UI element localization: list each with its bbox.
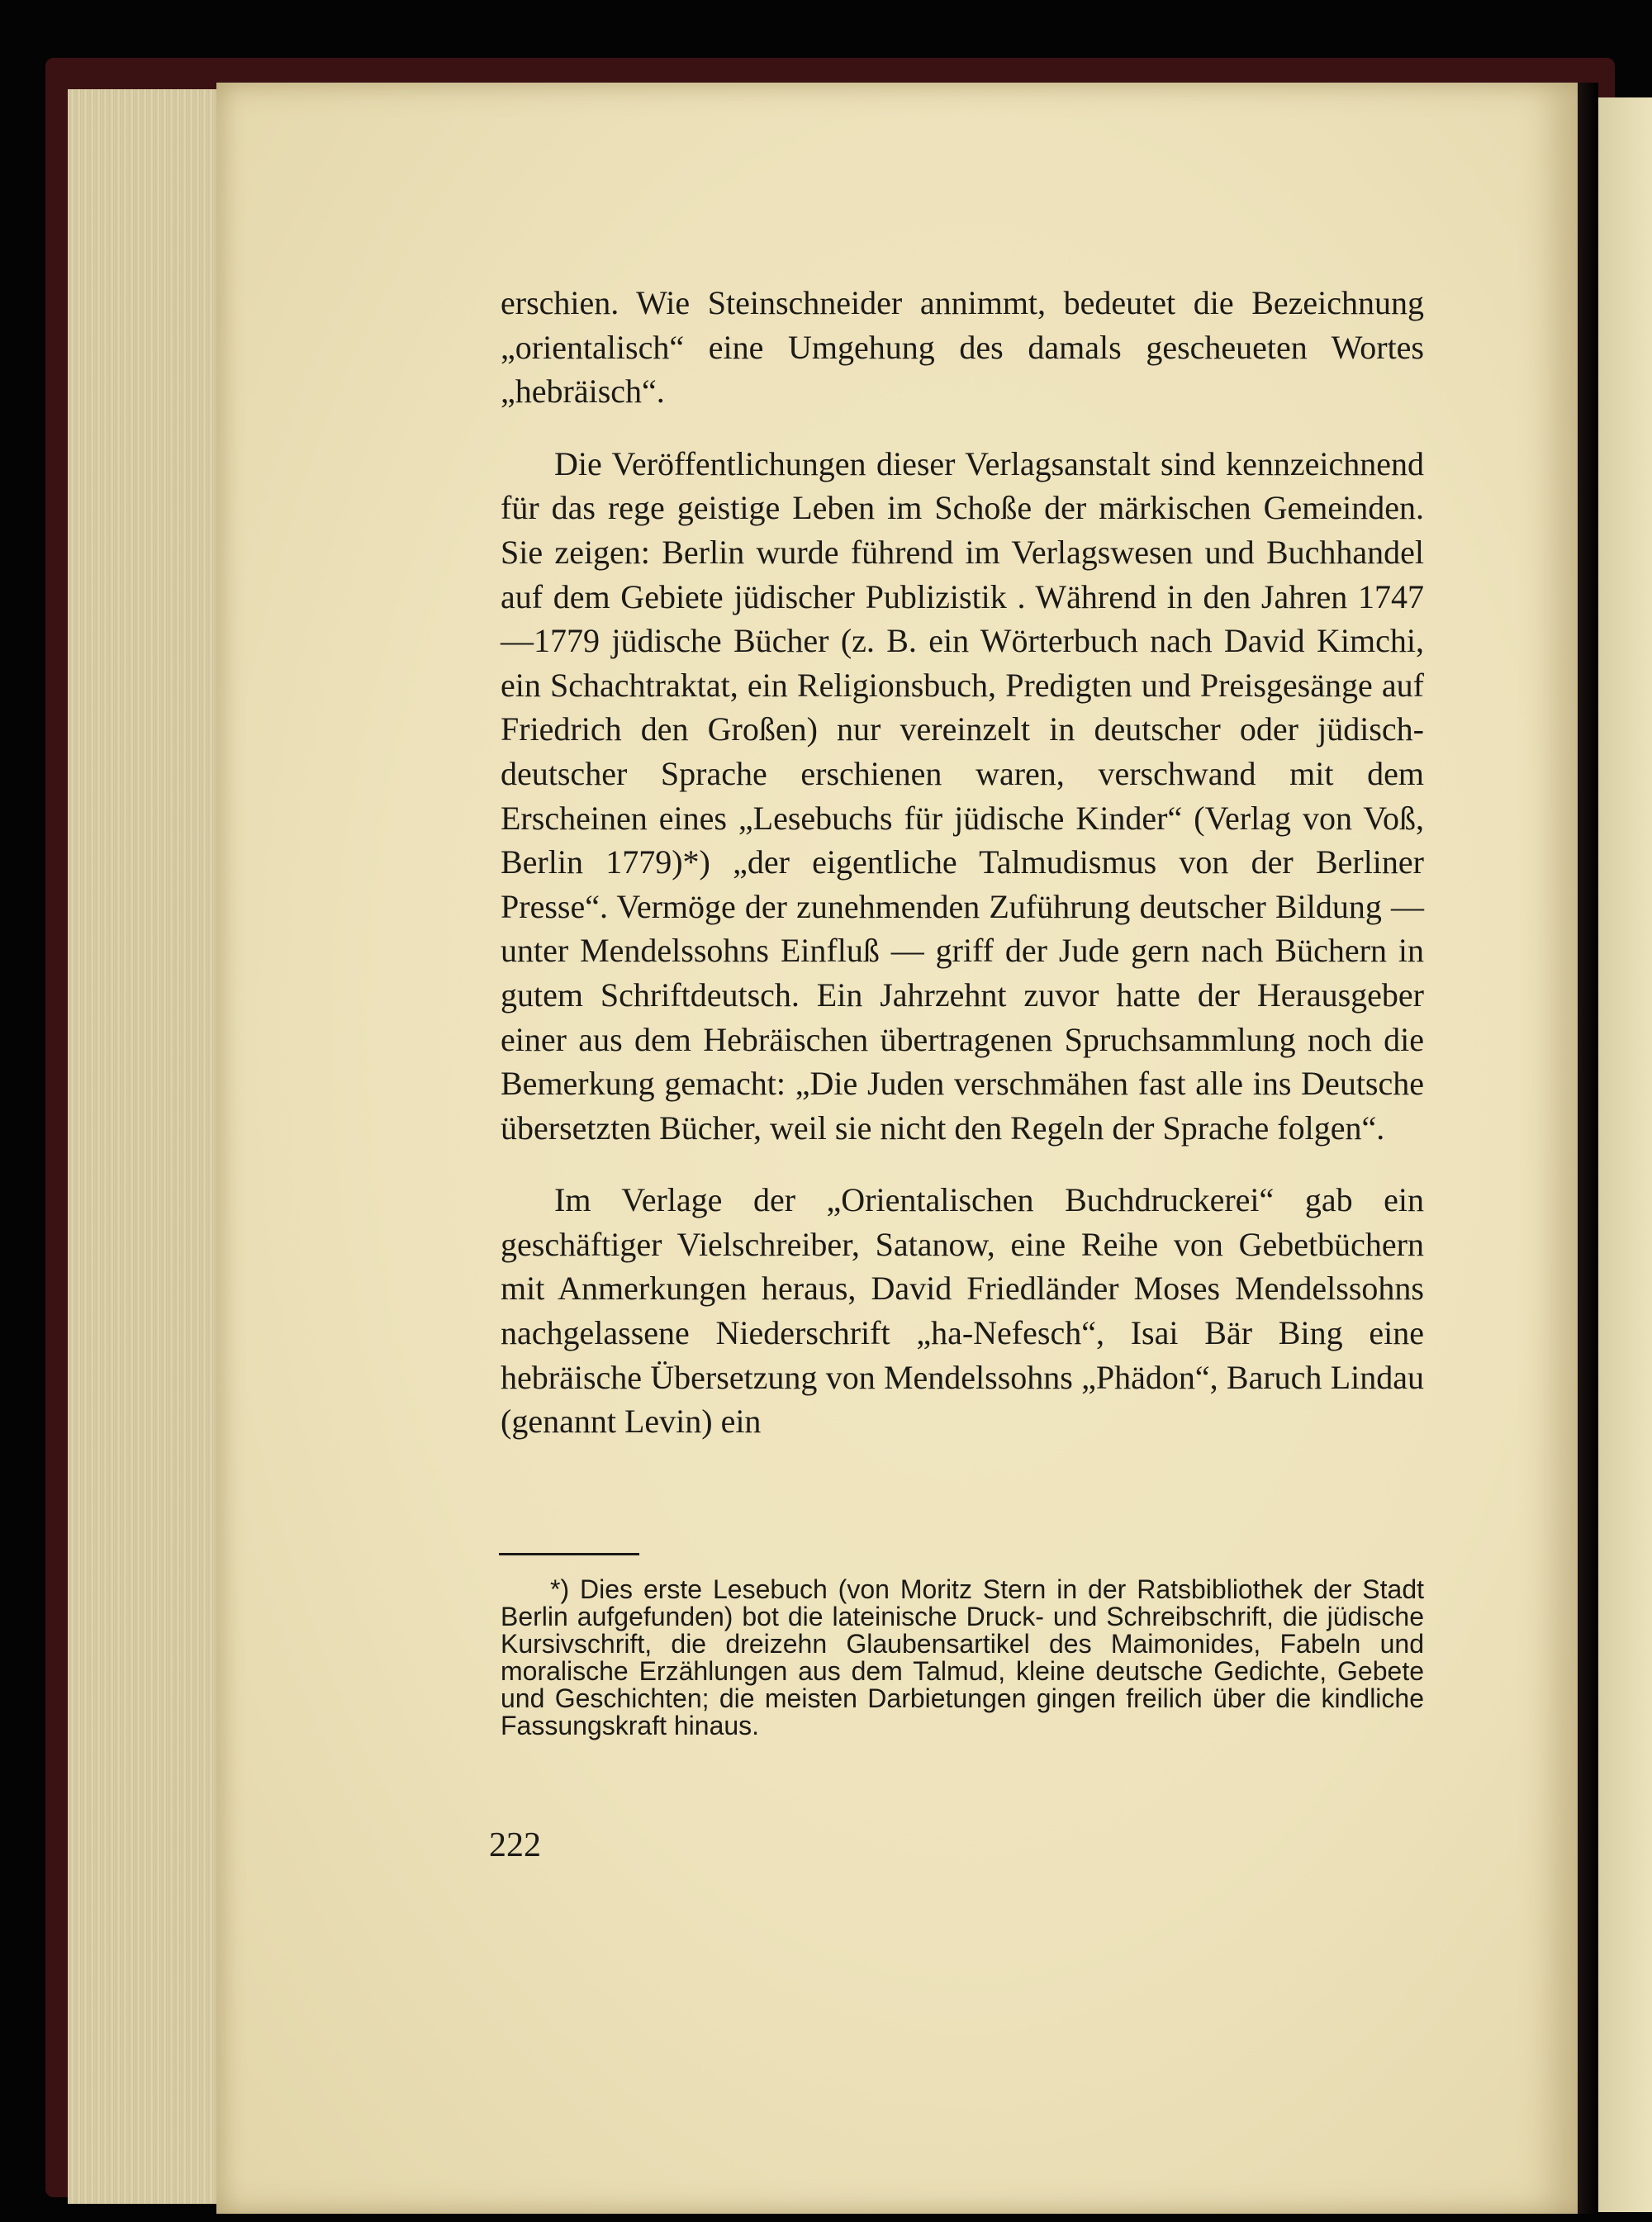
- page-edges: [68, 89, 226, 2204]
- paragraph-2: Die Veröffentlichungen dieser Verlagsanstalt sind kennzeichnend für das rege geistige Leben im Schoße der märkischen Gemeinden. Sie zeigen: Berlin wurde führend im Verlagswesen und Buchhandel auf dem Gebiete jüdischer Publizistik . Während in den Jahren 1747—1779 jüdische Bücher (z. B. ein Wörterbuch nach David Kimchi, ein Schachtraktat, ein Religionsbuch, Predigten und Preisgesänge auf Friedrich den Großen) nur vereinzelt in deutscher oder jüdisch-deutscher Sprache erschienen waren, verschwand mit dem Erscheinen eines „Lesebuchs für jüdische Kinder“ (Verlag von Voß, Berlin 1779)*) „der eigentliche Talmudismus von der Berliner Presse“. Vermöge der zunehmenden Zuführung deutscher Bildung — unter Mendelssohns Einfluß — griff der Jude gern nach Büchern in gutem Schriftdeutsch. Ein Jahrzehnt zuvor hatte der Herausgeber einer aus dem Hebräischen übertragenen Spruchsammlung noch die Bemerkung gemacht: „Die Juden verschmähen fast alle ins Deutsche übersetzten Bücher, weil sie nicht den Regeln der Sprache folgen“.: [501, 444, 1424, 1147]
- body-text: [501, 281, 1424, 1444]
- paragraph-3: Im Verlage der „Orientalischen Buchdruckerei“ gab ein geschäftiger Vielschreiber, Satanow, eine Reihe von Gebetbüchern mit Anmerkungen heraus, David Friedländer Moses Mendelssohns nachgelassene Niederschrift „ha-Nefesch“, Isai Bär Bing eine hebräische Übersetzung von Mendelssohns „Phädon“, Baruch Lindau (genannt Levin) ein: [501, 1181, 1424, 1441]
- facing-page-edge: [1598, 97, 1652, 2212]
- footnote-rule: [499, 1553, 639, 1555]
- paragraph-1: erschien. Wie Steinschneider annimmt, bedeutet die Bezeichnung „orientalisch“ eine Umgehung des damals gescheueten Wortes „hebräisch“.: [501, 284, 1424, 411]
- page-number: 222: [489, 1826, 541, 1864]
- book-gutter: [1578, 83, 1598, 2214]
- footnote: *) Dies erste Lesebuch (von Moritz Stern in der Ratsbibliothek der Stadt Berlin aufgefunden) bot die lateinische Druck- und Schreibschrift, die jüdische Kursivschrift, die dreizehn Glaubensartikel des Maimonides, Fabeln und moralische Erzählungen aus dem Talmud, kleine deutsche Gedichte, Gebete und Geschichten; die meisten Darbietungen gingen freilich über die kindliche Fassungskraft hinaus.: [501, 1574, 1424, 1740]
